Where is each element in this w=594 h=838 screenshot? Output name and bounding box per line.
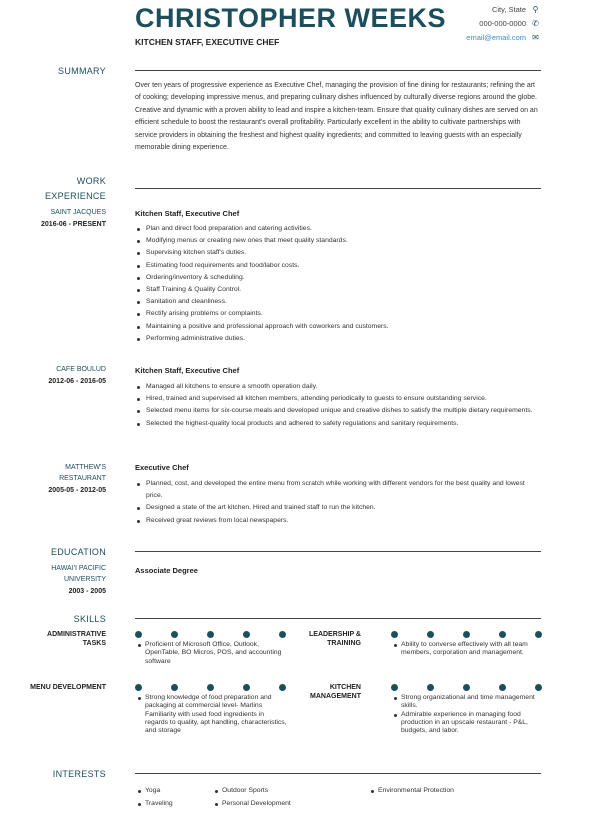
rating-dot [427,684,434,691]
interests-divider [135,773,541,774]
degree: Associate Degree [135,566,198,575]
skill-4-name [310,684,361,701]
list-item: Ordering/inventory & scheduling. [135,272,541,284]
rating-dot [207,684,214,691]
job-3-bullets [135,478,541,527]
skill-2-name-line1: LEADERSHIP & [309,631,361,638]
rating-dot [535,684,542,691]
work-heading-line1: WORK [76,176,106,186]
rating-dot [463,631,470,638]
rating-dot [279,631,286,638]
job-2-employer: CAFE BOULUD [56,366,106,373]
skill-3-desc [137,694,287,735]
phone-icon: ✆ [532,19,539,28]
job-2-bullets [135,381,541,430]
list-item: Staff Training & Quality Control. [135,284,541,296]
list-item: Designed a state of the art kitchen. Hired and trained staff to run the kitchen. [135,502,541,514]
list-item: Selected the highest-quality local products and adhered to safety regulations and sanitary requirements. [135,418,541,430]
interest-item: Yoga [137,787,160,794]
list-item: Ability to converse effectively with all team members, corporation and management. [393,641,543,658]
interest-item: Outdoor Sports [214,787,268,794]
job-3-meta [48,462,106,496]
list-item: Plan and direct food preparation and catering activities. [135,223,541,235]
skill-2-name-line2: TRAINING [327,639,361,647]
school-line1: HAWAI'I PACIFIC [51,565,106,572]
list-item: Rectify arising problems or complaints. [135,308,541,320]
skill-1-name-line1: ADMINISTRATIVE [47,631,106,638]
list-item: Managed all kitchens to ensure a smooth operation daily. [135,381,541,393]
skill-1-name [47,631,106,648]
skills-divider [135,618,541,619]
rating-dot [135,684,142,691]
skills-heading: SKILLS [73,614,106,624]
skill-4-name-line1: KITCHEN [329,684,361,691]
job-3-employer-line1: MATTHEW'S [65,464,106,471]
list-item: Estimating food requirements and food/labor costs. [135,260,541,272]
rating-dot [135,631,142,638]
job-1-bullets [135,223,541,345]
skill-2-rating [391,631,543,639]
interest-item: Environmental Protection [370,787,454,794]
interests-heading: INTERESTS [52,769,106,779]
list-item: Supervising kitchen staff's duties. [135,247,541,259]
list-item: Received great reviews from local newspapers. [135,515,541,527]
list-item: Strong knowledge of food preparation and packaging at commercial level- Marlins Familiarity with used food ingredients in regards to quality, apt handling, characteristics, and storage [137,694,287,735]
skill-3-name-line1: MENU DEVELOPMENT [30,684,106,691]
rating-dot [243,631,250,638]
summary-heading: SUMMARY [58,66,106,76]
job-1-employer: SAINT JACQUES [50,209,106,216]
skill-2-desc [393,641,543,658]
list-item: Modifying menus or creating new ones that meet quality standards. [135,235,541,247]
email-link[interactable]: email@email.com [466,33,526,42]
rating-dot [463,684,470,691]
rating-dot [427,631,434,638]
job-1-title: Kitchen Staff, Executive Chef [135,209,240,218]
location-pin-icon: ⚲ [532,5,539,14]
work-divider [135,188,541,189]
job-1-meta [41,207,106,230]
rating-dot [243,684,250,691]
list-item: Strong organizational and time management skills. [393,694,543,711]
skill-4-desc [393,694,543,735]
job-1-dates: 2016-06 - PRESENT [41,221,106,228]
interest-item: Traveling [137,800,173,807]
job-2-title: Kitchen Staff, Executive Chef [135,366,240,375]
list-item: Planned, cost, and developed the entire menu from scratch while working with different vendors for the best quality and lowest price. [135,478,541,502]
skill-1-desc [137,641,287,666]
education-meta [51,563,106,597]
list-item: Maintaining a positive and professional approach with coworkers and customers. [135,321,541,333]
phone-text: 000-000-0000 [479,19,526,28]
candidate-name: CHRISTOPHER WEEKS [135,3,447,33]
location-text: City, State [491,5,526,14]
job-3-title: Executive Chef [135,463,189,472]
rating-dot [171,684,178,691]
skill-3-name [30,684,106,693]
skill-4-rating [391,684,543,692]
rating-dot [207,631,214,638]
envelope-icon: ✉ [532,33,539,42]
list-item: Performing administrative duties. [135,333,541,345]
skill-4-name-line2: MANAGEMENT [310,692,361,700]
education-heading: EDUCATION [50,547,106,557]
education-divider [135,551,541,552]
job-3-dates: 2005-05 - 2012-05 [48,487,106,494]
rating-dot [499,631,506,638]
rating-dot [171,631,178,638]
work-heading-line2: EXPERIENCE [44,191,106,201]
job-2-meta [48,364,106,387]
rating-dot [279,684,286,691]
job-3-employer-line2: RESTAURANT [59,475,106,482]
education-dates: 2003 - 2005 [68,588,106,595]
skill-3-rating [135,684,287,692]
candidate-title: KITCHEN STAFF, EXECUTIVE CHEF [135,37,280,47]
list-item: Admirable experience in managing food production in an upscale restaurant - P&L, budgets, and labor. [393,711,543,736]
skill-1-name-line2: TASKS [82,639,106,647]
list-item: Selected menu items for six-course meals and developed unique and creative dishes to satisfy the multiple dietary requirements. [135,405,541,417]
rating-dot [535,631,542,638]
contact-location [492,5,540,14]
list-item: Sanitation and cleanliness. [135,296,541,308]
school-line2: UNIVERSITY [63,576,106,583]
rating-dot [391,684,398,691]
summary-divider [135,70,541,71]
skill-1-rating [135,631,287,639]
skill-2-name [309,631,361,648]
rating-dot [391,631,398,638]
list-item: Proficient of Microsoft Office, Outlook, OpenTable, BO Micros, POS, and accounting software [137,641,287,666]
work-experience-heading [45,174,106,204]
contact-email[interactable] [466,33,540,42]
summary-text: Over ten years of progressive experience as Executive Chef, managing the provision of fine dining for restaurants; refining the art of cooking; developing impressive menus, and preparing culinary dishes influenced by culturally diverse regions around the globe. Creative and dynamic with a proven ability to lead and inspire a kitchen-team. Ensure that quality culinary dishes are served on an efficient schedule to boost the restaurant's overall profitability. Particularly excellent in the ability to cultivate partnerships with service providers in obtaining the freshest and highest quality ingredients; and committed to leaving guests with an especially memorable dining experience. [135,82,538,152]
interest-item: Personal Development [214,800,291,807]
rating-dot [499,684,506,691]
contact-phone [479,19,540,28]
list-item: Hired, trained and supervised all kitchen members, attending periodically to guests to ensure outstanding service. [135,393,541,405]
job-2-dates: 2012-06 - 2016-05 [48,378,106,385]
